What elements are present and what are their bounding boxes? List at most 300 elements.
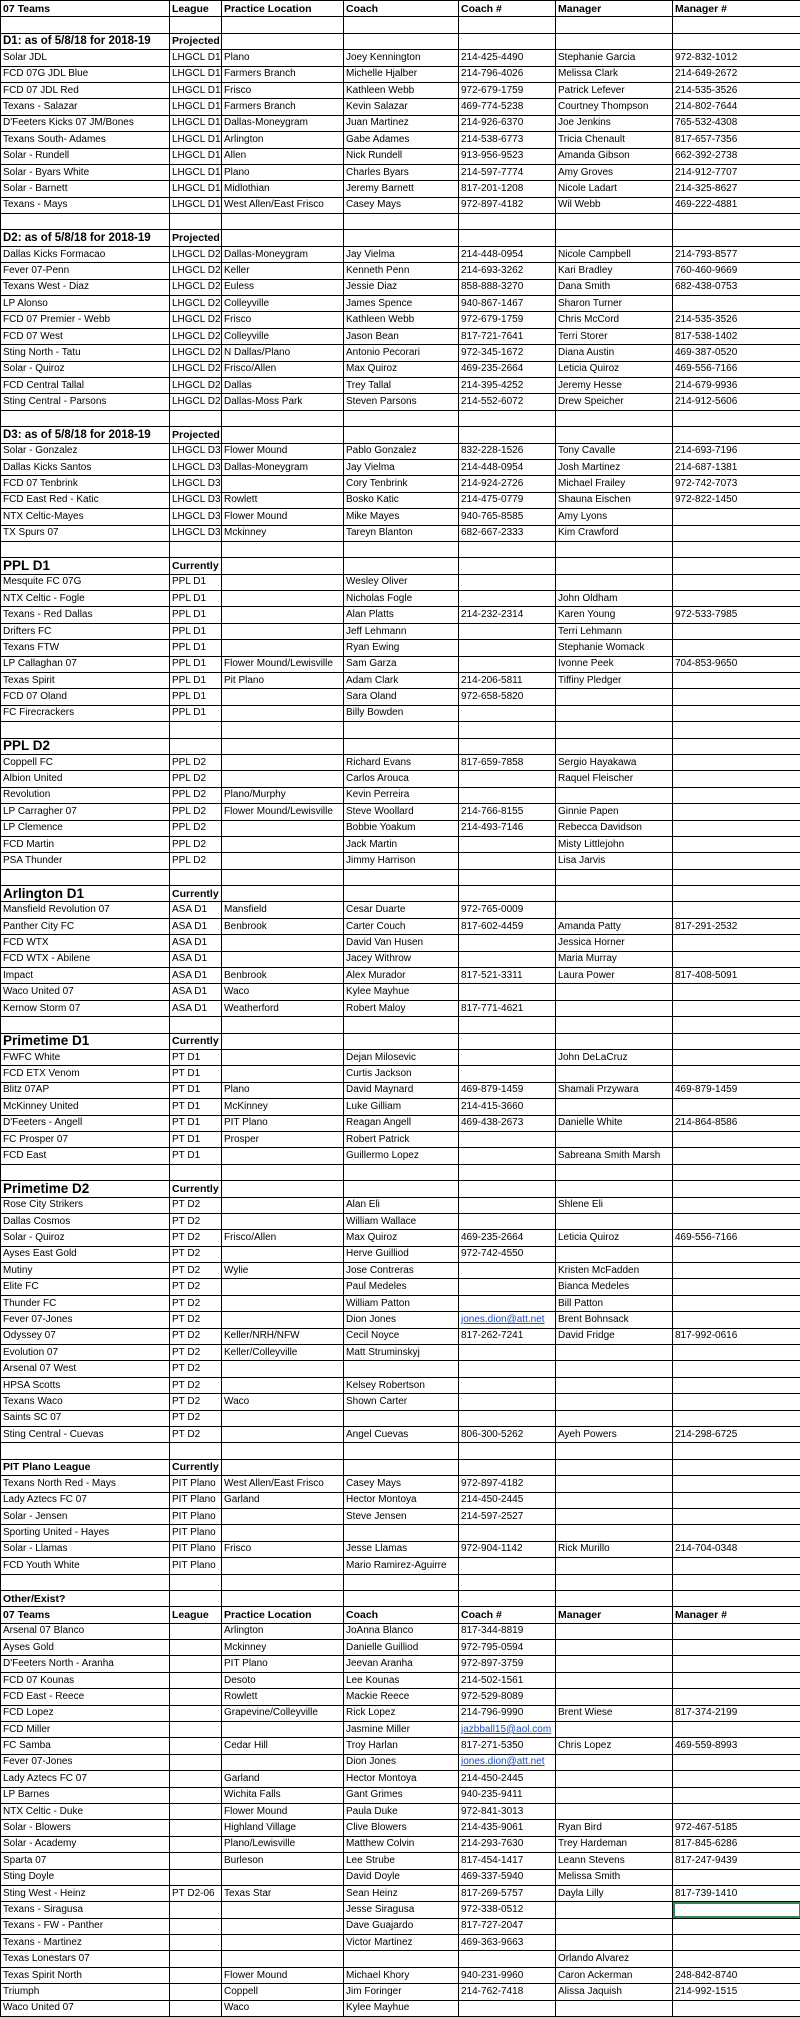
cell-practice-location[interactable]: McKinney — [222, 1099, 344, 1115]
cell-coach[interactable]: Matthew Colvin — [344, 1836, 459, 1852]
cell-manager-phone[interactable]: 469-556-7166 — [673, 1230, 800, 1246]
cell-coach-phone[interactable]: 858-888-3270 — [459, 279, 556, 295]
cell-coach-phone[interactable]: 972-742-4550 — [459, 1246, 556, 1262]
empty-cell[interactable] — [556, 410, 673, 426]
cell-coach[interactable] — [344, 1525, 459, 1541]
cell-manager[interactable] — [556, 1689, 673, 1705]
cell-coach[interactable]: Jack Martin — [344, 836, 459, 852]
cell-manager[interactable]: Amanda Gibson — [556, 148, 673, 164]
cell-manager-phone[interactable] — [673, 853, 800, 869]
cell-league[interactable] — [170, 1803, 222, 1819]
cell-coach-phone[interactable] — [459, 1066, 556, 1082]
cell-manager[interactable]: Brent Wiese — [556, 1705, 673, 1721]
cell-manager[interactable] — [556, 1918, 673, 1934]
cell-manager-phone[interactable] — [673, 1361, 800, 1377]
cell-manager-phone[interactable]: 214-535-3526 — [673, 312, 800, 328]
cell-team[interactable]: Texans - Siragusa — [1, 1902, 170, 1918]
cell-manager[interactable]: Jessica Horner — [556, 935, 673, 951]
cell-coach[interactable]: Curtis Jackson — [344, 1066, 459, 1082]
section-title[interactable]: D1: as of 5/8/18 for 2018-19 — [1, 33, 170, 49]
cell-team[interactable]: Thunder FC — [1, 1295, 170, 1311]
cell-league[interactable]: PIT Plano — [170, 1541, 222, 1557]
cell-manager-phone[interactable] — [673, 525, 800, 541]
cell-manager-phone[interactable]: 972-832-1012 — [673, 50, 800, 66]
empty-cell[interactable] — [673, 230, 800, 246]
cell-manager[interactable]: Joe Jenkins — [556, 115, 673, 131]
empty-cell[interactable] — [459, 1181, 556, 1197]
cell-coach-phone[interactable]: 214-395-4252 — [459, 377, 556, 393]
cell-practice-location[interactable]: Arlington — [222, 1623, 344, 1639]
cell-manager-phone[interactable]: 817-992-0616 — [673, 1328, 800, 1344]
empty-cell[interactable] — [556, 558, 673, 574]
cell-manager[interactable]: Maria Murray — [556, 951, 673, 967]
cell-practice-location[interactable]: Frisco — [222, 82, 344, 98]
cell-coach-phone[interactable]: 214-415-3660 — [459, 1099, 556, 1115]
cell-league[interactable] — [170, 1623, 222, 1639]
cell-coach[interactable]: Juan Martinez — [344, 115, 459, 131]
cell-manager[interactable] — [556, 984, 673, 1000]
cell-practice-location[interactable] — [222, 1902, 344, 1918]
cell-league[interactable]: PT D1 — [170, 1099, 222, 1115]
cell-coach-phone[interactable] — [459, 656, 556, 672]
cell-league[interactable]: PIT Plano — [170, 1558, 222, 1574]
section-status[interactable]: Currently — [170, 1181, 222, 1197]
cell-manager-phone[interactable] — [673, 640, 800, 656]
cell-team[interactable]: Sting North - Tatu — [1, 345, 170, 361]
cell-coach-phone[interactable] — [459, 951, 556, 967]
section-title[interactable]: PPL D2 — [1, 738, 170, 754]
cell-manager-phone[interactable]: 469-559-8993 — [673, 1738, 800, 1754]
cell-manager[interactable]: Ryan Bird — [556, 1820, 673, 1836]
cell-league[interactable]: ASA D1 — [170, 951, 222, 967]
column-header-coach[interactable]: Coach — [344, 1607, 459, 1623]
empty-cell[interactable] — [170, 1574, 222, 1590]
empty-cell[interactable] — [673, 541, 800, 557]
cell-team[interactable]: McKinney United — [1, 1099, 170, 1115]
cell-coach-phone[interactable]: 817-271-5350 — [459, 1738, 556, 1754]
cell-league[interactable]: PPL D2 — [170, 771, 222, 787]
cell-practice-location[interactable] — [222, 1050, 344, 1066]
cell-team[interactable]: Fever 07-Penn — [1, 263, 170, 279]
empty-cell[interactable] — [556, 1459, 673, 1475]
empty-cell[interactable] — [556, 1017, 673, 1033]
cell-team[interactable]: Waco United 07 — [1, 2000, 170, 2016]
empty-cell[interactable] — [222, 1574, 344, 1590]
cell-team[interactable]: Solar - Rundell — [1, 148, 170, 164]
cell-manager-phone[interactable]: 972-742-7073 — [673, 476, 800, 492]
cell-practice-location[interactable] — [222, 476, 344, 492]
cell-practice-location[interactable]: Flower Mound — [222, 443, 344, 459]
empty-cell[interactable] — [222, 722, 344, 738]
section-title[interactable]: Primetime D2 — [1, 1181, 170, 1197]
empty-cell[interactable] — [222, 1033, 344, 1049]
cell-coach-phone[interactable]: 214-502-1561 — [459, 1672, 556, 1688]
cell-league[interactable]: LHGCL D2 — [170, 361, 222, 377]
empty-cell[interactable] — [170, 1443, 222, 1459]
cell-coach-phone[interactable]: 469-235-2664 — [459, 1230, 556, 1246]
cell-league[interactable]: PT D2-06 — [170, 1885, 222, 1901]
cell-league[interactable]: PPL D1 — [170, 656, 222, 672]
cell-practice-location[interactable] — [222, 1410, 344, 1426]
column-header-manager-phone[interactable]: Manager # — [673, 1, 800, 17]
cell-league[interactable]: ASA D1 — [170, 935, 222, 951]
cell-league[interactable]: PPL D1 — [170, 705, 222, 721]
cell-team[interactable]: FCD 07G JDL Blue — [1, 66, 170, 82]
cell-practice-location[interactable]: Texas Star — [222, 1885, 344, 1901]
empty-cell[interactable] — [1, 722, 170, 738]
cell-practice-location[interactable]: Mckinney — [222, 525, 344, 541]
cell-manager-phone[interactable]: 972-467-5185 — [673, 1820, 800, 1836]
cell-coach[interactable]: Nick Rundell — [344, 148, 459, 164]
cell-coach[interactable]: Michelle Hjalber — [344, 66, 459, 82]
cell-team[interactable]: FC Samba — [1, 1738, 170, 1754]
cell-practice-location[interactable]: Plano — [222, 1082, 344, 1098]
cell-coach[interactable]: David Van Husen — [344, 935, 459, 951]
cell-coach[interactable]: Billy Bowden — [344, 705, 459, 721]
cell-coach-phone[interactable]: jones.dion@att.net — [459, 1754, 556, 1770]
cell-coach[interactable]: Alex Murador — [344, 968, 459, 984]
cell-practice-location[interactable]: Desoto — [222, 1672, 344, 1688]
cell-practice-location[interactable]: Flower Mound/Lewisville — [222, 804, 344, 820]
cell-coach-phone[interactable]: 817-269-5757 — [459, 1885, 556, 1901]
empty-cell[interactable] — [222, 427, 344, 443]
cell-coach[interactable] — [344, 1361, 459, 1377]
cell-coach[interactable]: Sean Heinz — [344, 1885, 459, 1901]
cell-league[interactable]: PT D1 — [170, 1131, 222, 1147]
cell-team[interactable]: FC Firecrackers — [1, 705, 170, 721]
cell-practice-location[interactable] — [222, 1869, 344, 1885]
cell-league[interactable]: PIT Plano — [170, 1492, 222, 1508]
cell-manager[interactable]: Terri Lehmann — [556, 623, 673, 639]
cell-manager[interactable]: Sabreana Smith Marsh — [556, 1148, 673, 1164]
cell-manager-phone[interactable] — [673, 1492, 800, 1508]
cell-manager[interactable] — [556, 1754, 673, 1770]
cell-manager-phone[interactable] — [673, 1345, 800, 1361]
cell-league[interactable] — [170, 1836, 222, 1852]
cell-manager[interactable]: Wil Webb — [556, 197, 673, 213]
cell-practice-location[interactable]: Plano/Murphy — [222, 787, 344, 803]
cell-team[interactable]: Solar - Barnett — [1, 181, 170, 197]
cell-practice-location[interactable]: Rowlett — [222, 1689, 344, 1705]
section-title[interactable]: PPL D1 — [1, 558, 170, 574]
cell-practice-location[interactable]: Flower Mound/Lewisville — [222, 656, 344, 672]
cell-coach-phone[interactable]: 972-658-5820 — [459, 689, 556, 705]
cell-practice-location[interactable]: Flower Mound — [222, 1967, 344, 1983]
cell-manager-phone[interactable] — [673, 1902, 800, 1918]
cell-coach[interactable]: Cecil Noyce — [344, 1328, 459, 1344]
cell-coach[interactable] — [344, 1410, 459, 1426]
empty-cell[interactable] — [556, 1164, 673, 1180]
cell-team[interactable]: FCD East — [1, 1148, 170, 1164]
cell-league[interactable]: LHGCL D3 — [170, 525, 222, 541]
cell-coach-phone[interactable]: 817-727-2047 — [459, 1918, 556, 1934]
cell-manager-phone[interactable] — [673, 1623, 800, 1639]
cell-league[interactable] — [170, 1787, 222, 1803]
column-header-team[interactable]: 07 Teams — [1, 1, 170, 17]
cell-league[interactable]: PPL D1 — [170, 574, 222, 590]
column-header-coach-phone[interactable]: Coach # — [459, 1, 556, 17]
cell-coach[interactable]: Robert Maloy — [344, 1000, 459, 1016]
cell-manager[interactable]: Sergio Hayakawa — [556, 754, 673, 770]
cell-coach-phone[interactable]: 972-679-1759 — [459, 312, 556, 328]
cell-manager-phone[interactable] — [673, 1508, 800, 1524]
empty-cell[interactable] — [556, 722, 673, 738]
cell-team[interactable]: Drifters FC — [1, 623, 170, 639]
cell-manager[interactable]: Diana Austin — [556, 345, 673, 361]
empty-cell[interactable] — [222, 1181, 344, 1197]
cell-manager-phone[interactable]: 214-992-1515 — [673, 1984, 800, 2000]
cell-practice-location[interactable] — [222, 1312, 344, 1328]
cell-coach-phone[interactable]: 214-924-2726 — [459, 476, 556, 492]
cell-practice-location[interactable] — [222, 1213, 344, 1229]
cell-manager[interactable] — [556, 1787, 673, 1803]
cell-manager[interactable]: Nicole Ladart — [556, 181, 673, 197]
cell-manager[interactable]: Trey Hardeman — [556, 1836, 673, 1852]
cell-manager-phone[interactable] — [673, 1131, 800, 1147]
empty-cell[interactable] — [344, 1459, 459, 1475]
empty-cell[interactable] — [222, 33, 344, 49]
empty-cell[interactable] — [344, 33, 459, 49]
empty-cell[interactable] — [673, 869, 800, 885]
cell-coach-phone[interactable]: 972-904-1142 — [459, 1541, 556, 1557]
cell-practice-location[interactable]: Garland — [222, 1771, 344, 1787]
cell-coach[interactable]: Guillermo Lopez — [344, 1148, 459, 1164]
cell-coach[interactable]: David Maynard — [344, 1082, 459, 1098]
empty-cell[interactable] — [673, 1574, 800, 1590]
empty-cell[interactable] — [556, 214, 673, 230]
cell-coach[interactable] — [344, 1951, 459, 1967]
cell-manager-phone[interactable]: 817-845-6286 — [673, 1836, 800, 1852]
cell-manager-phone[interactable]: 817-538-1402 — [673, 328, 800, 344]
cell-coach[interactable]: William Wallace — [344, 1213, 459, 1229]
cell-team[interactable]: Solar - Byars White — [1, 164, 170, 180]
cell-manager[interactable]: Danielle White — [556, 1115, 673, 1131]
cell-league[interactable] — [170, 1820, 222, 1836]
cell-practice-location[interactable]: Dallas-Moneygram — [222, 246, 344, 262]
cell-coach[interactable]: Sam Garza — [344, 656, 459, 672]
cell-manager[interactable] — [556, 1771, 673, 1787]
cell-coach[interactable]: Cesar Duarte — [344, 902, 459, 918]
cell-manager-phone[interactable]: 704-853-9650 — [673, 656, 800, 672]
cell-manager[interactable]: Bill Patton — [556, 1295, 673, 1311]
cell-coach-phone[interactable]: 214-493-7146 — [459, 820, 556, 836]
cell-league[interactable]: LHGCL D2 — [170, 345, 222, 361]
empty-cell[interactable] — [556, 886, 673, 902]
cell-coach-phone[interactable]: 214-538-6773 — [459, 132, 556, 148]
cell-manager[interactable] — [556, 1000, 673, 1016]
cell-coach[interactable]: Kevin Salazar — [344, 99, 459, 115]
cell-coach[interactable]: Trey Tallal — [344, 377, 459, 393]
section-status[interactable]: Projected — [170, 33, 222, 49]
empty-cell[interactable] — [459, 1443, 556, 1459]
cell-manager-phone[interactable] — [673, 1148, 800, 1164]
cell-league[interactable] — [170, 1967, 222, 1983]
cell-team[interactable]: Rose City Strikers — [1, 1197, 170, 1213]
column-header-manager[interactable]: Manager — [556, 1, 673, 17]
cell-league[interactable]: PT D2 — [170, 1377, 222, 1393]
cell-coach-phone[interactable]: 972-897-3759 — [459, 1656, 556, 1672]
cell-practice-location[interactable]: Dallas-Moss Park — [222, 394, 344, 410]
cell-manager-phone[interactable] — [673, 1099, 800, 1115]
cell-team[interactable]: FCD 07 Tenbrink — [1, 476, 170, 492]
cell-team[interactable]: FCD 07 Kounas — [1, 1672, 170, 1688]
cell-team[interactable]: Texans North Red - Mays — [1, 1476, 170, 1492]
section-status[interactable] — [170, 738, 222, 754]
empty-cell[interactable] — [170, 869, 222, 885]
cell-league[interactable]: PPL D2 — [170, 853, 222, 869]
cell-manager[interactable]: Ginnie Papen — [556, 804, 673, 820]
cell-coach-phone[interactable] — [459, 1394, 556, 1410]
cell-manager[interactable]: Rebecca Davidson — [556, 820, 673, 836]
cell-team[interactable]: PSA Thunder — [1, 853, 170, 869]
cell-manager[interactable]: Dana Smith — [556, 279, 673, 295]
empty-cell[interactable] — [459, 17, 556, 33]
cell-manager-phone[interactable] — [673, 623, 800, 639]
cell-league[interactable]: PT D1 — [170, 1082, 222, 1098]
column-header-league[interactable]: League — [170, 1, 222, 17]
cell-manager[interactable] — [556, 1558, 673, 1574]
cell-coach-phone[interactable]: 972-897-4182 — [459, 197, 556, 213]
cell-manager[interactable]: Raquel Fleischer — [556, 771, 673, 787]
cell-manager[interactable] — [556, 1640, 673, 1656]
cell-league[interactable]: LHGCL D1 — [170, 82, 222, 98]
cell-practice-location[interactable] — [222, 1361, 344, 1377]
cell-team[interactable]: Mesquite FC 07G — [1, 574, 170, 590]
empty-cell[interactable] — [1, 214, 170, 230]
cell-manager[interactable]: Courtney Thompson — [556, 99, 673, 115]
cell-manager-phone[interactable]: 214-693-7196 — [673, 443, 800, 459]
empty-cell[interactable] — [556, 230, 673, 246]
cell-practice-location[interactable] — [222, 951, 344, 967]
cell-coach[interactable]: Dion Jones — [344, 1312, 459, 1328]
empty-cell[interactable] — [344, 1017, 459, 1033]
empty-cell[interactable] — [170, 410, 222, 426]
cell-league[interactable]: PT D2 — [170, 1279, 222, 1295]
column-header-practice-location[interactable]: Practice Location — [222, 1607, 344, 1623]
cell-coach-phone[interactable]: 817-602-4459 — [459, 918, 556, 934]
empty-cell[interactable] — [344, 1181, 459, 1197]
section-status[interactable]: Currently — [170, 558, 222, 574]
cell-coach[interactable]: David Doyle — [344, 1869, 459, 1885]
cell-coach-phone[interactable]: 972-765-0009 — [459, 902, 556, 918]
cell-coach[interactable]: Jimmy Harrison — [344, 853, 459, 869]
cell-practice-location[interactable]: PIT Plano — [222, 1656, 344, 1672]
cell-team[interactable]: Solar - Llamas — [1, 1541, 170, 1557]
cell-practice-location[interactable]: Flower Mound — [222, 1803, 344, 1819]
cell-coach-phone[interactable] — [459, 787, 556, 803]
empty-cell[interactable] — [222, 1164, 344, 1180]
cell-manager[interactable]: Amy Groves — [556, 164, 673, 180]
cell-team[interactable]: FCD 07 West — [1, 328, 170, 344]
empty-cell[interactable] — [556, 1574, 673, 1590]
empty-cell[interactable] — [344, 214, 459, 230]
cell-team[interactable]: LP Carragher 07 — [1, 804, 170, 820]
cell-coach-phone[interactable]: 214-293-7630 — [459, 1836, 556, 1852]
cell-practice-location[interactable] — [222, 1935, 344, 1951]
cell-practice-location[interactable]: Farmers Branch — [222, 99, 344, 115]
cell-manager-phone[interactable]: 972-533-7985 — [673, 607, 800, 623]
cell-coach-phone[interactable]: 972-338-0512 — [459, 1902, 556, 1918]
empty-cell[interactable] — [1, 410, 170, 426]
cell-team[interactable]: FCD Miller — [1, 1722, 170, 1738]
cell-league[interactable]: PT D2 — [170, 1263, 222, 1279]
cell-coach[interactable]: Jesse Siragusa — [344, 1902, 459, 1918]
cell-manager-phone[interactable]: 817-408-5091 — [673, 968, 800, 984]
cell-manager[interactable]: Tricia Chenault — [556, 132, 673, 148]
cell-coach[interactable]: Steve Woollard — [344, 804, 459, 820]
cell-team[interactable]: Texas Lonestars 07 — [1, 1951, 170, 1967]
cell-practice-location[interactable]: Midlothian — [222, 181, 344, 197]
cell-league[interactable]: LHGCL D3 — [170, 443, 222, 459]
cell-manager[interactable] — [556, 1525, 673, 1541]
empty-cell[interactable] — [344, 869, 459, 885]
cell-league[interactable]: PPL D1 — [170, 623, 222, 639]
cell-practice-location[interactable]: Coppell — [222, 1984, 344, 2000]
cell-manager-phone[interactable] — [673, 836, 800, 852]
cell-manager[interactable]: Melissa Smith — [556, 1869, 673, 1885]
cell-manager-phone[interactable]: 214-679-9936 — [673, 377, 800, 393]
cell-team[interactable]: Solar - Academy — [1, 1836, 170, 1852]
cell-team[interactable]: Sting West - Heinz — [1, 1885, 170, 1901]
cell-team[interactable]: Sting Doyle — [1, 1869, 170, 1885]
cell-coach-phone[interactable] — [459, 935, 556, 951]
column-header-league[interactable]: League — [170, 1607, 222, 1623]
cell-manager-phone[interactable]: 469-387-0520 — [673, 345, 800, 361]
cell-manager[interactable]: Kristen McFadden — [556, 1263, 673, 1279]
empty-cell[interactable] — [459, 1574, 556, 1590]
cell-team[interactable]: LP Clemence — [1, 820, 170, 836]
cell-practice-location[interactable]: Keller — [222, 263, 344, 279]
empty-cell[interactable] — [344, 230, 459, 246]
cell-team[interactable]: Texans - Mays — [1, 197, 170, 213]
cell-coach-phone[interactable]: 214-206-5811 — [459, 673, 556, 689]
cell-manager[interactable] — [556, 1656, 673, 1672]
cell-manager[interactable]: Drew Speicher — [556, 394, 673, 410]
cell-league[interactable] — [170, 1771, 222, 1787]
cell-coach-phone[interactable] — [459, 1345, 556, 1361]
cell-team[interactable]: D'Feeters Kicks 07 JM/Bones — [1, 115, 170, 131]
cell-team[interactable]: FCD WTX - Abilene — [1, 951, 170, 967]
cell-team[interactable]: Texas Spirit — [1, 673, 170, 689]
cell-league[interactable]: PPL D2 — [170, 754, 222, 770]
cell-manager[interactable]: Terri Storer — [556, 328, 673, 344]
cell-manager[interactable]: Chris Lopez — [556, 1738, 673, 1754]
cell-coach[interactable]: Danielle Guilliod — [344, 1640, 459, 1656]
cell-coach-phone[interactable] — [459, 640, 556, 656]
cell-practice-location[interactable]: Waco — [222, 2000, 344, 2016]
cell-manager[interactable] — [556, 1722, 673, 1738]
empty-cell[interactable] — [556, 33, 673, 49]
cell-team[interactable]: FCD 07 Premier - Webb — [1, 312, 170, 328]
cell-coach-phone[interactable] — [459, 1410, 556, 1426]
cell-coach-phone[interactable]: 817-344-8819 — [459, 1623, 556, 1639]
empty-cell[interactable] — [673, 214, 800, 230]
cell-coach[interactable]: Jay Vielma — [344, 246, 459, 262]
empty-cell[interactable] — [222, 541, 344, 557]
cell-practice-location[interactable] — [222, 591, 344, 607]
empty-cell[interactable] — [459, 886, 556, 902]
cell-team[interactable]: FCD 07 JDL Red — [1, 82, 170, 98]
empty-cell[interactable] — [344, 1164, 459, 1180]
cell-coach-phone[interactable]: 940-235-9411 — [459, 1787, 556, 1803]
cell-team[interactable]: Fever 07-Jones — [1, 1312, 170, 1328]
cell-manager[interactable]: Brent Bohnsack — [556, 1312, 673, 1328]
cell-team[interactable]: Mansfield Revolution 07 — [1, 902, 170, 918]
cell-coach-phone[interactable]: 214-597-2527 — [459, 1508, 556, 1524]
cell-coach[interactable]: Nicholas Fogle — [344, 591, 459, 607]
cell-manager-phone[interactable] — [673, 771, 800, 787]
cell-manager-phone[interactable] — [673, 1640, 800, 1656]
